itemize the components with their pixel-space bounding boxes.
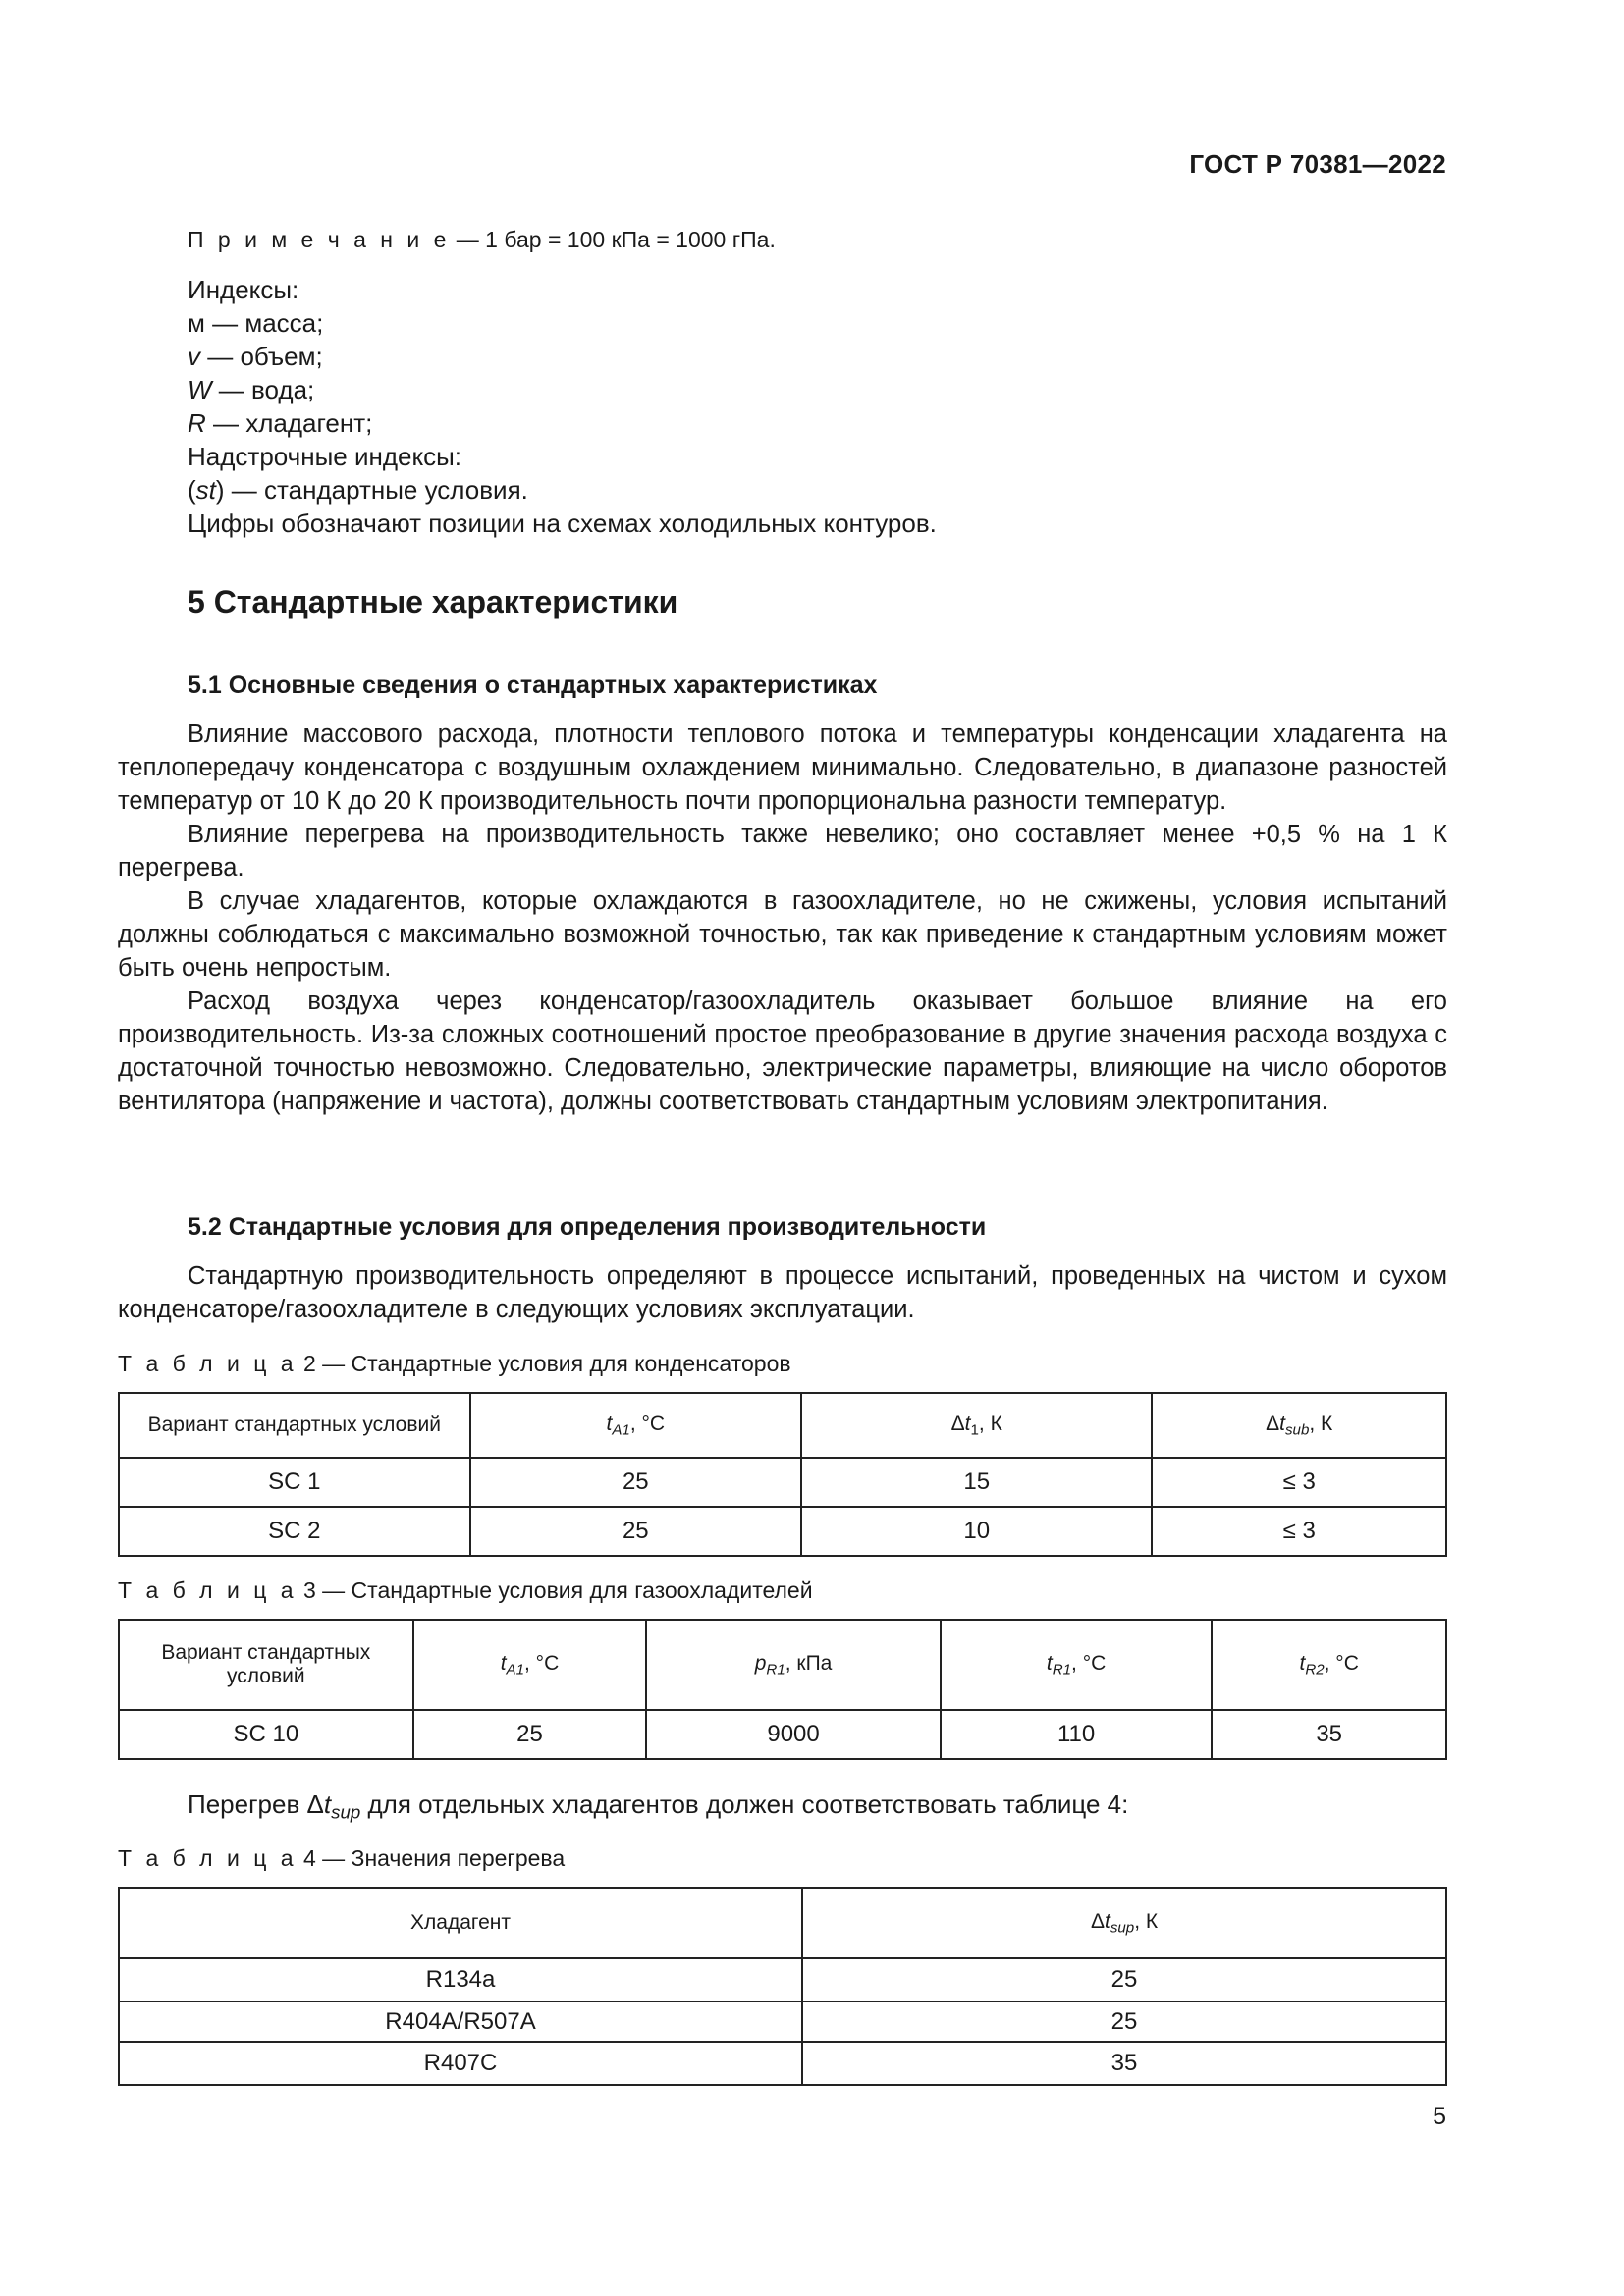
unit: , °C xyxy=(629,1412,666,1435)
subscript: sup xyxy=(1110,1919,1135,1937)
table-header-row xyxy=(119,1393,1446,1458)
index-text: — вода; xyxy=(211,375,315,404)
symbol: t xyxy=(1046,1651,1053,1675)
unit: , К xyxy=(1309,1412,1333,1435)
index-symbol: м xyxy=(188,308,205,338)
table-row xyxy=(119,1507,1446,1556)
indices-block xyxy=(188,273,937,540)
table-2 xyxy=(118,1392,1447,1557)
subscript: A1 xyxy=(612,1421,630,1439)
table-cell: SC 2 xyxy=(119,1507,470,1556)
header-cell xyxy=(801,1393,1152,1458)
symbol: t xyxy=(964,1412,971,1435)
subscript: R1 xyxy=(766,1661,785,1679)
header-cell: Вариант стандартных условий xyxy=(119,1393,470,1458)
index-symbol: W xyxy=(188,375,212,404)
index-item xyxy=(188,340,937,373)
delta: Δ xyxy=(306,1789,324,1819)
table-cell: R407C xyxy=(119,2042,802,2085)
note-text: — 1 бар = 100 кПа = 1000 гПа. xyxy=(450,227,776,252)
subscript: A1 xyxy=(506,1661,525,1679)
unit: , °C xyxy=(1071,1651,1107,1675)
table-cell: R134a xyxy=(119,1958,802,2002)
index-text: — объем; xyxy=(200,342,323,371)
caption-label: Т а б л и ц а xyxy=(118,1351,298,1376)
delta: Δ xyxy=(1090,1909,1105,1933)
delta: Δ xyxy=(1266,1412,1280,1435)
section-5-1-title: 5.1 Основные сведения о стандартных характеристиках xyxy=(188,671,878,699)
sentence-text: Перегрев xyxy=(188,1789,307,1819)
sentence-text: для отдельных хладагентов должен соответствовать таблице 4: xyxy=(360,1789,1129,1819)
table-cell: 25 xyxy=(802,2002,1446,2042)
standard-header: ГОСТ Р 70381—2022 xyxy=(1189,149,1446,179)
header-cell xyxy=(802,1888,1446,1958)
symbol: t xyxy=(500,1651,507,1675)
symbol: t xyxy=(1279,1412,1285,1435)
table-cell: ≤ 3 xyxy=(1152,1507,1446,1556)
subscript: 1 xyxy=(970,1421,979,1439)
table-3 xyxy=(118,1619,1447,1760)
symbol: p xyxy=(754,1651,767,1675)
superscript-index-item xyxy=(188,473,937,507)
table-cell: 10 xyxy=(801,1507,1152,1556)
index-text: — масса; xyxy=(204,308,324,338)
paragraph: Стандартную производительность определяют в процессе испытаний, проведенных на чистом и сухом конденсаторе/газоохладителе в следующих условиях эксплуатации. xyxy=(118,1262,1447,1323)
table-cell: 110 xyxy=(941,1710,1213,1759)
table-cell: ≤ 3 xyxy=(1152,1458,1446,1507)
caption-text: 3 — Стандартные условия для газоохладителей xyxy=(297,1577,813,1603)
table-row xyxy=(119,2042,1446,2085)
subscript: sub xyxy=(1285,1421,1310,1439)
section-5-1-body xyxy=(118,718,1447,1118)
digits-note: Цифры обозначают позиции на схемах холодильных контуров. xyxy=(188,508,937,538)
table-row xyxy=(119,1958,1446,2002)
section-5-2-body xyxy=(118,1259,1447,1326)
symbol: t xyxy=(606,1412,613,1435)
table-3-caption xyxy=(118,1577,813,1604)
symbol: t xyxy=(323,1789,332,1819)
table-cell: SC 10 xyxy=(119,1710,413,1759)
table-2-caption xyxy=(118,1351,791,1377)
table-cell: 25 xyxy=(470,1507,801,1556)
caption-label: Т а б л и ц а xyxy=(118,1845,298,1871)
header-cell: Хладагент xyxy=(119,1888,802,1958)
table-4-caption xyxy=(118,1845,565,1872)
index-symbol: st xyxy=(195,475,216,505)
header-cell xyxy=(1212,1620,1446,1710)
table-row xyxy=(119,1710,1446,1759)
unit: , К xyxy=(1134,1909,1159,1933)
paragraph: Расход воздуха через конденсатор/газоохладитель оказывает большое влияние на его производительность. Из-за сложных соотношений простое преобразование в другие значения расхода воздуха с достаточной точностью невозможно. Следовательно, электрические параметры, влияющие на число оборотов вентилятора (напряжение и частота), должны соответствовать стандартным условиям электропитания. xyxy=(118,988,1447,1115)
index-symbol: v xyxy=(188,342,200,371)
table-cell: 35 xyxy=(802,2042,1446,2085)
table-4 xyxy=(118,1887,1447,2086)
header-cell xyxy=(413,1620,647,1710)
header-cell xyxy=(1152,1393,1446,1458)
note-line xyxy=(188,227,776,253)
subscript: R1 xyxy=(1052,1661,1072,1679)
table-row xyxy=(119,1458,1446,1507)
paragraph: Влияние перегрева на производительность также невелико; оно составляет менее +0,5 % на 1 К перегрева. xyxy=(118,821,1447,881)
unit: , К xyxy=(978,1412,1002,1435)
index-text: — хладагент; xyxy=(205,408,373,438)
note-label: П р и м е ч а н и е xyxy=(188,227,451,252)
subscript: sup xyxy=(331,1801,361,1823)
table-cell: SC 1 xyxy=(119,1458,470,1507)
table-cell: 25 xyxy=(470,1458,801,1507)
table-row xyxy=(119,2002,1446,2042)
paragraph: В случае хладагентов, которые охлаждаются в газоохладителе, но не сжижены, условия испытаний должны соблюдаться с максимально возможной точностью, так как приведение к стандартным условиям может быть очень непростым. xyxy=(118,887,1447,982)
symbol: t xyxy=(1104,1909,1110,1933)
superscript-indices-title: Надстрочные индексы: xyxy=(188,442,462,471)
index-item xyxy=(188,406,937,440)
index-text: ) — стандартные условия. xyxy=(215,475,528,505)
section-5-title: 5 Стандартные характеристики xyxy=(188,584,678,619)
table-cell: 25 xyxy=(802,1958,1446,2002)
table-cell: 9000 xyxy=(646,1710,941,1759)
page-number: 5 xyxy=(1433,2103,1446,2130)
superheat-sentence xyxy=(188,1789,1128,1824)
header-cell xyxy=(941,1620,1213,1710)
table-cell: 25 xyxy=(413,1710,647,1759)
caption-text: 4 — Значения перегрева xyxy=(297,1845,566,1871)
unit: , °C xyxy=(1324,1651,1359,1675)
header-cell xyxy=(470,1393,801,1458)
index-item xyxy=(188,373,937,406)
table-header-row xyxy=(119,1620,1446,1710)
caption-text: 2 — Стандартные условия для конденсаторов xyxy=(297,1351,791,1376)
table-cell: 35 xyxy=(1212,1710,1446,1759)
symbol: t xyxy=(1299,1651,1306,1675)
indices-title: Индексы: xyxy=(188,275,299,304)
delta: Δ xyxy=(950,1412,965,1435)
index-symbol: R xyxy=(188,408,206,438)
caption-label: Т а б л и ц а xyxy=(118,1577,298,1603)
header-cell: Вариант стандартных условий xyxy=(119,1620,413,1710)
subscript: R2 xyxy=(1305,1661,1325,1679)
table-header-row xyxy=(119,1888,1446,1958)
paragraph: Влияние массового расхода, плотности теплового потока и температуры конденсации хладагента на теплопередачу конденсатора с воздушным охлаждением минимально. Следовательно, в диапазоне разностей температур от 10 К до 20 К производительность почти пропорциональна разности температур. xyxy=(118,721,1447,815)
section-5-2-title: 5.2 Стандартные условия для определения производительности xyxy=(188,1213,987,1241)
unit: , кПа xyxy=(785,1651,833,1675)
unit: , °C xyxy=(524,1651,560,1675)
paren-open: ( xyxy=(188,475,196,505)
table-cell: R404A/R507A xyxy=(119,2002,802,2042)
header-cell xyxy=(646,1620,941,1710)
index-item xyxy=(188,306,937,340)
table-cell: 15 xyxy=(801,1458,1152,1507)
